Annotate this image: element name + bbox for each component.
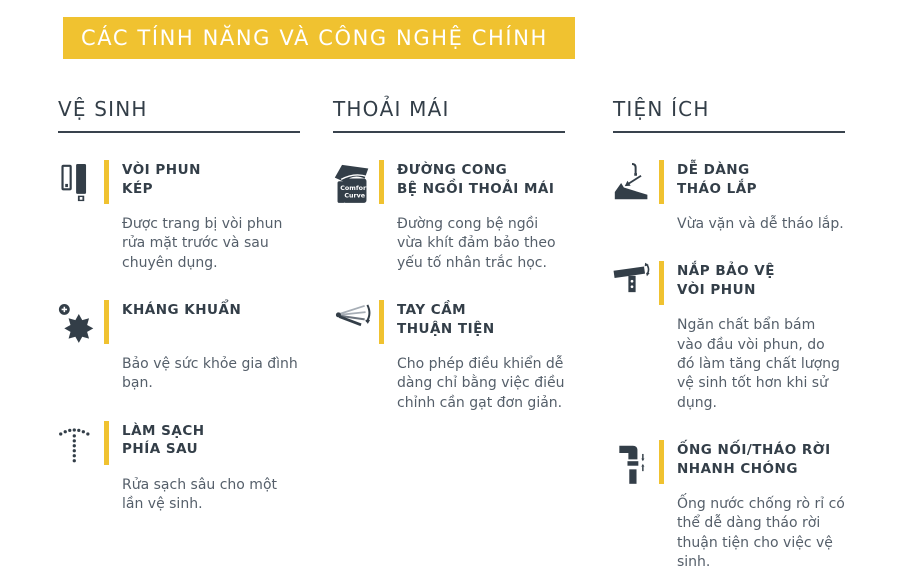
svg-text:Curve: Curve <box>344 192 366 200</box>
feature-nap-bao-ve-voi-phun <box>613 260 845 413</box>
feature-description: Rửa sạch sâu cho một lần vệ sinh. <box>122 476 277 512</box>
feature-title: DỄ DÀNG THÁO LẮP <box>677 162 758 197</box>
feature-khang-khuan <box>58 299 300 394</box>
column-ve-sinh <box>58 97 300 540</box>
feature-description: Ngăn chất bẩn bám vào đầu vòi phun, do đó làm tăng chất lượng vệ sinh tốt hơn khi sử dụng. <box>677 317 840 411</box>
antibacterial-icon <box>58 299 96 347</box>
accent-bar <box>659 440 664 484</box>
feature-description: Vừa vặn và dễ tháo lắp. <box>677 216 844 232</box>
feature-description: Được trang bị vòi phun rửa mặt trước và sau chuyên dụng. <box>122 216 283 271</box>
feature-title: ĐƯỜNG CONG BỆ NGỒI THOẢI MÁI <box>397 162 555 197</box>
nozzle-cover-icon <box>613 260 651 308</box>
page-title-banner <box>63 17 575 59</box>
column-thoai-mai <box>333 97 565 439</box>
accent-bar <box>104 160 109 204</box>
column-heading: TIỆN ÍCH <box>613 97 845 133</box>
accent-bar <box>379 160 384 204</box>
feature-voi-phun-kep <box>58 159 300 273</box>
rear-cleanse-icon <box>58 420 96 468</box>
feature-description: Cho phép điều khiển dễ dàng chỉ bằng việc điều chỉnh cần gạt đơn giản. <box>397 355 565 411</box>
svg-text:Comfort: Comfort <box>340 185 370 193</box>
feature-lam-sach-phia-sau <box>58 420 300 515</box>
feature-duong-cong-be-ngoi <box>333 159 565 273</box>
column-heading: VỆ SINH <box>58 97 300 133</box>
feature-title: TAY CẦM THUẬN TIỆN <box>397 301 495 337</box>
dual-spray-icon <box>58 159 96 207</box>
feature-title: VÒI PHUN KÉP <box>122 162 201 197</box>
feature-title: KHÁNG KHUẨN <box>122 301 242 318</box>
feature-title: LÀM SẠCH PHÍA SAU <box>122 422 205 458</box>
accent-bar <box>104 300 109 344</box>
accent-bar <box>379 300 384 344</box>
feature-description: Bảo vệ sức khỏe gia đình bạn. <box>122 355 298 392</box>
page-title: CÁC TÍNH NĂNG VÀ CÔNG NGHỆ CHÍNH <box>81 26 548 50</box>
feature-title: NẮP BẢO VỆ VÒI PHUN <box>677 263 775 299</box>
feature-description: Đường cong bệ ngồi vừa khít đảm bảo theo yếu tố nhân trắc học. <box>397 216 556 271</box>
feature-ong-noi-thao-roi <box>613 439 845 572</box>
feature-de-dang-thao-lap <box>613 159 845 234</box>
easy-detach-icon <box>613 159 651 207</box>
quick-connector-icon <box>613 439 651 487</box>
accent-bar <box>104 421 109 465</box>
feature-title: ỐNG NỐI/THÁO RỜI NHANH CHÓNG <box>677 441 831 477</box>
comfort-curve-icon <box>333 159 371 207</box>
accent-bar <box>659 160 664 204</box>
feature-description: Ống nước chống rò rỉ có thể dễ dàng tháo rời thuận tiện cho việc vệ sinh. <box>677 495 845 570</box>
feature-tay-cam <box>333 299 565 413</box>
accent-bar <box>659 261 664 305</box>
control-lever-icon <box>333 299 371 347</box>
column-tien-ich <box>613 97 845 577</box>
column-heading: THOẢI MÁI <box>333 97 565 133</box>
